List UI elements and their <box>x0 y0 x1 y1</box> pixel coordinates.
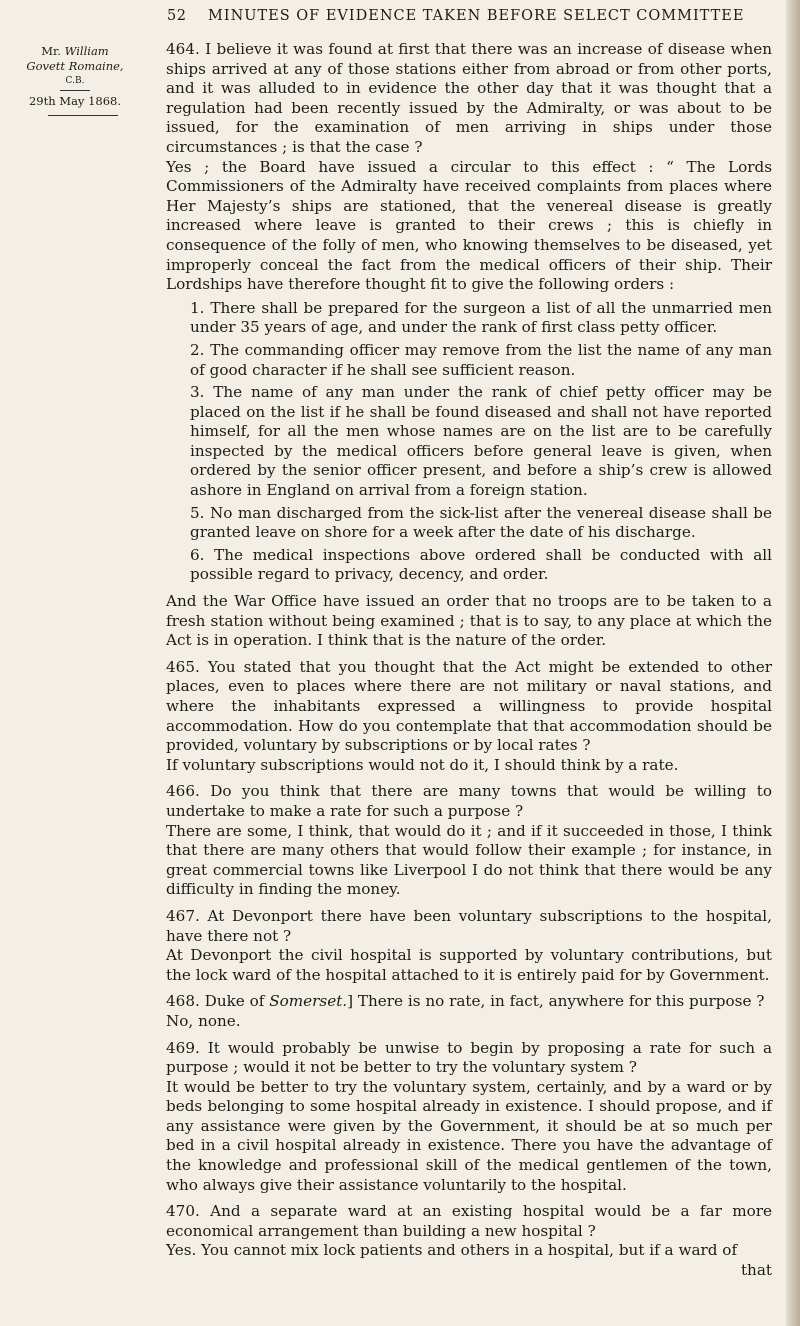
page-number: 52 <box>167 8 187 24</box>
margin-rule-2 <box>48 115 118 116</box>
question-468-text: ] There is no rate, in fact, anywhere for this purpose ? <box>347 992 765 1011</box>
answer-468: No, none. <box>166 1011 241 1030</box>
evidence-date: 29th May 1868. <box>28 94 122 108</box>
answer-467: At Devonport the civil hospital is supported by voluntary contributions, but the lock ward of the hospital attached to it is entirely paid for by Government. <box>166 946 772 984</box>
answer-466: There are some, I think, that would do it ; and if it succeeded in those, I think that there are many others that would follow their example ; for instance, in great commercial towns like Liverpool I do not think that there would be any difficulty in finding the money. <box>166 821 772 899</box>
question-464: 464. I believe it was found at first that there was an increase of disease when ships arrived at any of those stations either from abroad or from other ports, and it was alluded to in evidence the other day that it was thought that a regulation had been recently issued by the Admiralty, or was about to be issued, for the examination of men arriving in ships under those circumstances ; is that the case ? <box>166 40 772 156</box>
witness-first-name: William <box>64 44 109 58</box>
question-469: 469. It would probably be unwise to begin by proposing a rate for such a purpose ; would it not be better to try the voluntary system ? <box>166 1038 772 1077</box>
evidence-text <box>166 40 772 1281</box>
witness-last-name: Govett Romaine, <box>26 59 124 73</box>
question-466: 466. Do you think that there are many towns that would be willing to undertake to make a rate for such a purpose ? <box>166 782 772 820</box>
question-468 <box>166 992 772 1012</box>
witness-honours: C.B. <box>65 76 85 86</box>
order-item: 2. The commanding officer may remove from the list the name of any man of good character if he shall see sufficient reason. <box>190 340 772 379</box>
witness-name-line1 <box>20 44 130 59</box>
running-title: MINUTES OF EVIDENCE TAKEN BEFORE SELECT COMMITTEE <box>208 8 745 24</box>
catchword: that <box>740 1261 772 1280</box>
order-item: 5. No man discharged from the sick-list after the venereal disease shall be granted leave on shore for a week after the date of his discharge. <box>190 503 772 542</box>
page-edge-shadow <box>786 0 800 1326</box>
admiralty-orders-list <box>166 299 772 585</box>
answer-465: If voluntary subscriptions would not do it, I should think by a rate. <box>166 755 679 774</box>
margin-rule <box>60 90 90 91</box>
answer-469: It would be better to try the voluntary system, certainly, and by a ward or by beds belonging to some hospital already in existence. I should propose, and if any assistance were given by the Government, it should be at so much per bed in a civil hospital already in existence. There you have the advantage of the knowledge and professional skill of the medical gentlemen of the town, who always give their assistance voluntarily to the hospital. <box>166 1077 772 1194</box>
answer-464: Yes ; the Board have issued a circular to this effect : “ The Lords Commissioners of the Admiralty have received complaints from places where Her Majesty’s ships are stationed, that the venereal disease is greatly increased where leave is granted to their crews ; this is chiefly in consequence of the folly of men, who knowing themselves to be diseased, yet improperly conceal the fact from the medical officers of their ship. Their Lordships have therefore thought fit to give the following orders : <box>166 157 772 294</box>
question-465: 465. You stated that you thought that the Act might be extended to other places, even to places where there are not military or naval stations, and where the inhabitants expressed a willingness to provide hospital accommodation. How do you contemplate that that accommodation should be provided, voluntary by subscriptions or by local rates ? <box>166 657 772 755</box>
order-item: 1. There shall be prepared for the surgeon a list of all the unmarried men under 35 years of age, and under the rank of first class petty officer. <box>190 298 772 337</box>
question-468-prefix: 468. Duke of <box>166 992 270 1011</box>
answer-470: Yes. You cannot mix lock patients and others in a hospital, but if a ward of <box>166 1241 738 1260</box>
order-item: 3. The name of any man under the rank of chief petty officer may be placed on the list if he shall be found diseased and shall not have reported himself, for all the men whose names are on the list are to be carefully inspected by the medical officers before general leave is given, when ordered by the senior officer present, and before a ship’s crew is allowed ashore in England on arrival from a foreign station. <box>190 383 772 500</box>
margin-note <box>20 44 130 116</box>
questioner-name: Somerset. <box>269 992 348 1011</box>
order-item: 6. The medical inspections above ordered shall be conducted with all possible regard to privacy, decency, and order. <box>190 545 772 584</box>
witness-prefix: Mr. <box>41 44 61 58</box>
question-467: 467. At Devonport there have been voluntary subscriptions to the hospital, have there not ? <box>166 906 772 945</box>
question-470: 470. And a separate ward at an existing hospital would be a far more economical arrangement than building a new hospital ? <box>166 1202 772 1240</box>
war-office-statement: And the War Office have issued an order that no troops are to be taken to a fresh station without being examined ; that is to say, to any place at which the Act is in operation. I think that is the nature of the order. <box>166 592 772 650</box>
